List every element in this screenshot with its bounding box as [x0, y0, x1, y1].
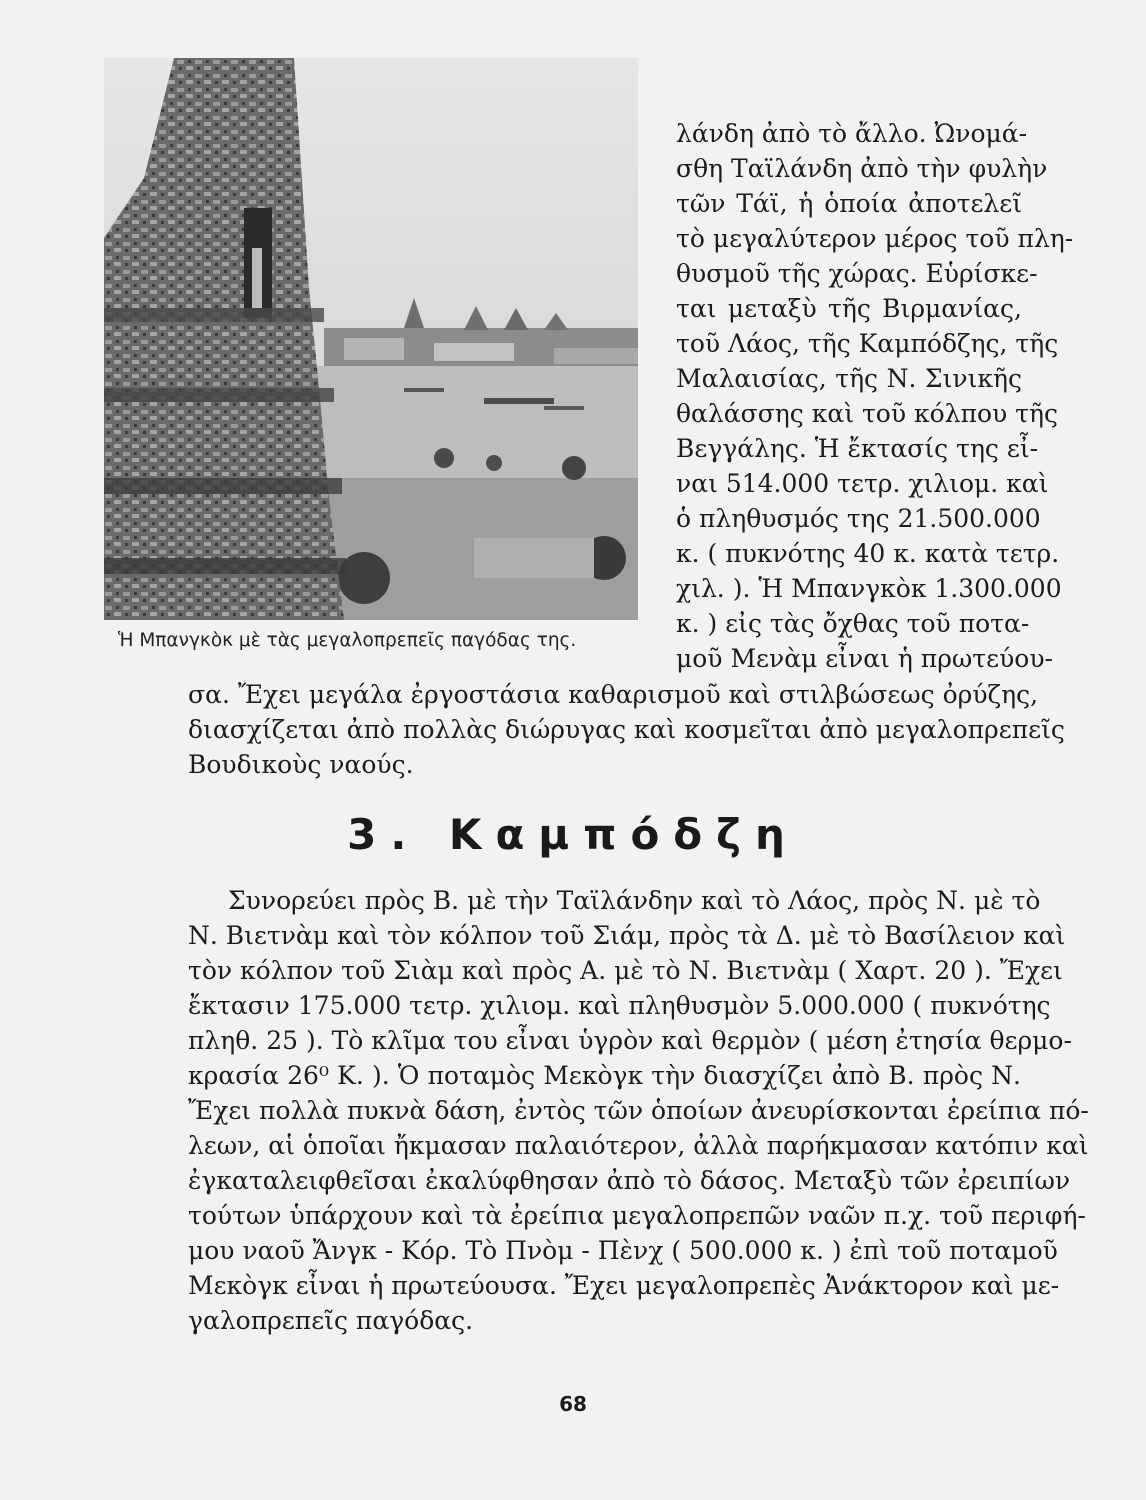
text-line: ναι 514.000 τετρ. χιλιομ. καὶ [676, 469, 1049, 498]
text-line: κρασία 26⁰ Κ. ). Ὁ ποταμὸς Μεκὸγκ τὴν διασχίζει ἀπὸ Β. πρὸς Ν. [188, 1061, 1021, 1090]
text-line: σα. Ἔχει μεγάλα ἐργοστάσια καθαρισμοῦ καὶ στιλβώσεως ὀρύζης, [188, 680, 1039, 709]
text-line: ἐγκαταλειφθεῖσαι ἐκαλύφθησαν ἀπὸ τὸ δάσος. Μεταξὺ τῶν ἐρειπίων [188, 1166, 1071, 1195]
text-line: θαλάσσης καὶ τοῦ κόλπου τῆς [676, 399, 1058, 428]
text-line: κ. ( πυκνότης 40 κ. κατὰ τετρ. [676, 539, 1060, 568]
section-title: 3. Καμπόδζη [347, 810, 799, 859]
text-line: κ. ) εἰς τὰς ὄχθας τοῦ ποτα- [676, 609, 1030, 638]
pagoda-photo [104, 58, 638, 620]
text-line: Βουδικοὺς ναούς. [188, 750, 414, 779]
text-line: τῶν Τάϊ, ἡ ὁποία ἀποτελεῖ [676, 189, 1022, 218]
text-line: ται μεταξὺ τῆς Βιρμανίας, [676, 294, 1022, 323]
text-line: λεων, αἱ ὁποῖαι ἤκμασαν παλαιότερον, ἀλλὰ παρήκμασαν κατόπιν καὶ [188, 1131, 1089, 1160]
text-line: τοῦ Λάος, τῆς Καμπόδζης, τῆς [676, 329, 1059, 358]
text-line: Συνορεύει πρὸς Β. μὲ τὴν Ταϊλάνδην καὶ τὸ Λάος, πρὸς Ν. μὲ τὸ [228, 886, 1041, 915]
text-line: μοῦ Μενὰμ εἶναι ἡ πρωτεύου- [676, 644, 1053, 673]
text-line: Μεκὸγκ εἶναι ἡ πρωτεύουσα. Ἔχει μεγαλοπρεπὲς Ἀνάκτορον καὶ με- [188, 1271, 1060, 1300]
text-line: θυσμοῦ τῆς χώρας. Εὑρίσκε- [676, 259, 1038, 288]
text-line: γαλοπρεπεῖς παγόδας. [188, 1306, 474, 1335]
text-line: μου ναοῦ Ἄνγκ - Κόρ. Τὸ Πνὸμ - Πὲνχ ( 500.000 κ. ) ἐπὶ τοῦ ποταμοῦ [188, 1236, 1058, 1265]
text-line: ἔκτασιν 175.000 τετρ. χιλιομ. καὶ πληθυσμὸν 5.000.000 ( πυκνότης [188, 991, 1051, 1020]
text-line: χιλ. ). Ἡ Μπανγκὸκ 1.300.000 [676, 574, 1062, 603]
text-line: τὸν κόλπον τοῦ Σιὰμ καὶ πρὸς Α. μὲ τὸ Ν. Βιετνὰμ ( Χαρτ. 20 ). Ἔχει [188, 956, 1063, 985]
text-line: Ἔχει πολλὰ πυκνὰ δάση, ἐντὸς τῶν ὁποίων ἀνευρίσκονται ἐρείπια πό- [188, 1096, 1089, 1125]
text-line: ὁ πληθυσμός της 21.500.000 [676, 504, 1041, 533]
text-line: διασχίζεται ἀπὸ πολλὰς διώρυγας καὶ κοσμεῖται ἀπὸ μεγαλοπρεπεῖς [188, 715, 1065, 744]
text-line: Ν. Βιετνὰμ καὶ τὸν κόλπον τοῦ Σιάμ, πρὸς τὰ Δ. μὲ τὸ Βασίλειον καὶ [188, 921, 1066, 950]
text-line: Μαλαισίας, τῆς Ν. Σινικῆς [676, 364, 1022, 393]
text-line: τὸ μεγαλύτερον μέρος τοῦ πλη- [676, 224, 1074, 253]
text-line: Βεγγάλης. Ἡ ἔκτασίς της εἶ- [676, 434, 1039, 463]
text-line: τούτων ὑπάρχουν καὶ τὰ ἐρείπια μεγαλοπρεπῶν ναῶν π.χ. τοῦ περιφή- [188, 1201, 1086, 1230]
page-number: 68 [559, 1392, 587, 1416]
photo-caption: Ἡ Μπανγκὸκ μὲ τὰς μεγαλοπρεπεῖς παγόδας της. [118, 630, 577, 651]
text-line: πληθ. 25 ). Τὸ κλῖμα του εἶναι ὑγρὸν καὶ θερμὸν ( μέση ἐτησία θερμο- [188, 1026, 1072, 1055]
text-line: σθη Ταϊλάνδη ἀπὸ τὴν φυλὴν [676, 154, 1048, 183]
text-line: λάνδη ἀπὸ τὸ ἄλλο. Ὠνομά- [676, 119, 1028, 148]
